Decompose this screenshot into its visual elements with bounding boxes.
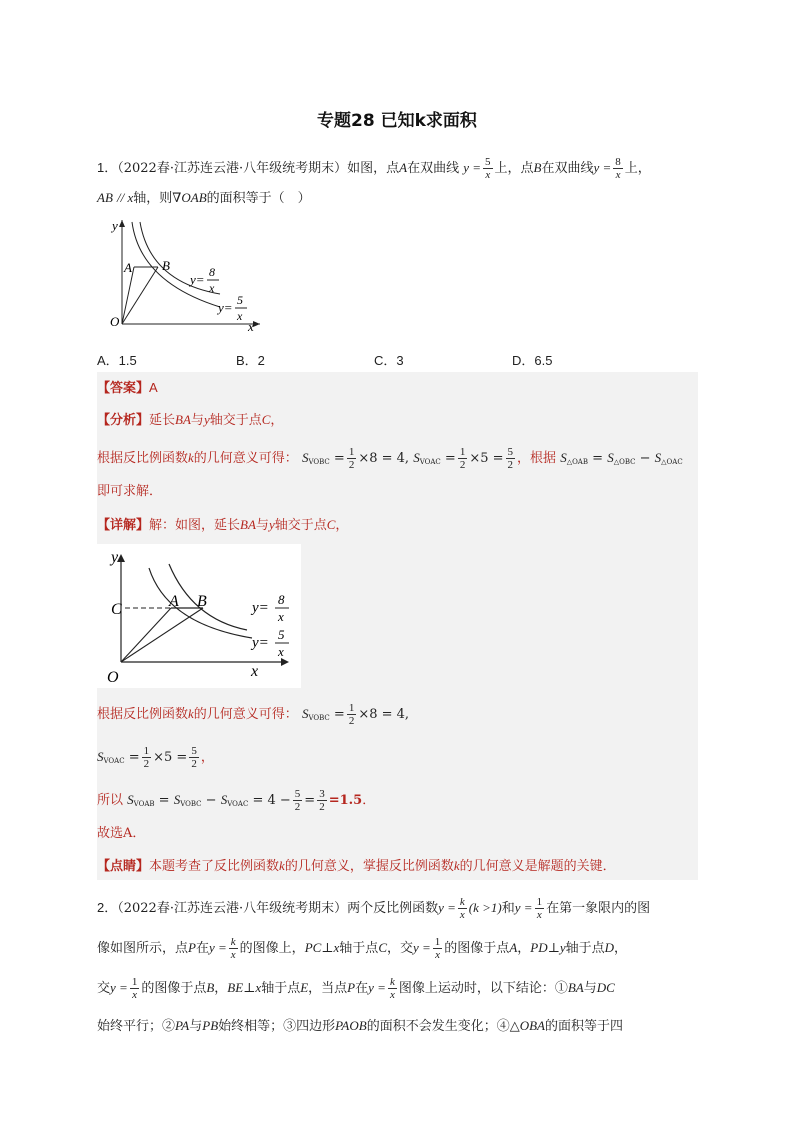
q2-number: 2． <box>97 900 118 915</box>
q1-source: （2022春·江苏连云港·八年级统考期末） <box>117 161 348 176</box>
fraction-five-halves: $\frac{5}{2}$ <box>294 788 301 813</box>
answer-value: A <box>149 380 158 395</box>
fraction-1-over-x: $\frac{1}{x}$ <box>536 896 543 921</box>
detail-line2: 根据反比例函数k的几何意义可得： $S_{VOBC}$ = $\frac{1}{2}$ ×8 = 4, <box>97 702 410 727</box>
q2-stem-line1: 2．（2022春·江苏连云港·八年级统考期末）两个反比例函数y = $\frac{k}{x}$ (k >1)和y = $\frac{1}{x}$ 在第一象限内的图 <box>97 896 651 921</box>
answer-line <box>97 378 158 399</box>
q1-number: 1． <box>97 160 118 175</box>
fraction-k-over-x: $\frac{k}{x}$ <box>459 896 465 921</box>
detail-label: 【详解】 <box>97 518 150 533</box>
label-x: x <box>248 319 254 334</box>
option-d: D．6.5 <box>512 353 553 368</box>
label-x: x <box>251 663 259 680</box>
parallel-x: // x <box>117 190 134 205</box>
eq8-num: 8 <box>209 265 215 279</box>
q2-stem-line3: 交y = $\frac{1}{x}$ 的图像于点B，BE⊥x轴于点E，当点P在y = $\frac{k}{x}$ 图像上运动时，以下结论：①BA与DC <box>97 976 615 1001</box>
curve-5-over-x <box>132 222 220 307</box>
point-b: B <box>533 160 542 175</box>
q1-figure <box>100 212 280 337</box>
segment-ab: AB <box>97 190 113 205</box>
eq5-den: x <box>278 644 284 659</box>
label-c: C <box>111 601 122 618</box>
fraction-8-over-x: $\frac{8}{x}$ <box>615 156 621 181</box>
label-b: B <box>197 593 207 610</box>
eq5-lhs: y= <box>218 300 233 315</box>
label-o: O <box>110 314 120 329</box>
fraction-five-halves: $\frac{5}{2}$ <box>507 446 514 471</box>
fraction-half: $\frac{1}{2}$ <box>348 446 355 471</box>
label-a: A <box>124 260 132 275</box>
q1-stem-line2 <box>97 188 311 209</box>
figure-background <box>97 544 301 688</box>
detail-line1: 【详解】解：如图，延长BA与y轴交于点C， <box>97 517 349 533</box>
triangle-oab: ∇OAB <box>172 190 207 205</box>
analysis-line2: 根据反比例函数k的几何意义可得： $S_{VOBC}$ = $\frac{1}{2}$ ×8 = 4, $S_{VOAC}$ = $\frac{1}{2}$ ×5 = $\frac{5}{2}$ ，根据 $S_{\triangle OAB} = S_{\triangle OBC} - S_{\triangle OAC}$ <box>97 446 683 471</box>
fraction-k-over-x: $\frac{k}{x}$ <box>230 936 236 961</box>
fraction-half: $\frac{1}{2}$ <box>143 745 150 770</box>
point-line: 【点睛】本题考查了反比例函数k的几何意义，掌握反比例函数k的几何意义是解题的关键． <box>97 858 616 874</box>
curve-8-over-x <box>140 222 220 294</box>
var-y: y = <box>463 160 482 175</box>
page-title: 专题28 已知k求面积 <box>317 111 477 131</box>
y-axis-arrow <box>119 220 125 227</box>
fraction-1-over-x: $\frac{1}{x}$ <box>434 936 441 961</box>
point-label: 【点睛】 <box>97 859 150 874</box>
q1-text: 在双曲线 <box>541 161 594 176</box>
analysis-label: 【分析】 <box>97 413 150 428</box>
fraction-1-over-x: $\frac{1}{x}$ <box>131 976 138 1001</box>
detail-line4: 所以 $S_{VOAB} = S_{VOBC} - S_{VOAC} = 4$ − $\frac{5}{2}$ = $\frac{3}{2}$ =1.5． <box>97 788 376 813</box>
label-y: y <box>112 218 118 233</box>
q1-text: 在双曲线 <box>407 161 460 176</box>
fraction-three-halves: $\frac{3}{2}$ <box>319 788 325 813</box>
q1-stem-line1 <box>97 156 651 181</box>
q1-text: 上， <box>624 161 651 176</box>
x-axis-arrow <box>253 321 260 327</box>
detail-line3: $S_{VOAC}$ = $\frac{1}{2}$ ×5 = $\frac{5}{2}$ ， <box>97 745 214 770</box>
eq8-num: 8 <box>278 592 285 607</box>
eq8-lhs: y= <box>252 600 269 616</box>
label-b: B <box>162 258 170 273</box>
q1-text: 如图，点 <box>347 161 400 176</box>
segment-ob <box>122 267 158 324</box>
eq5-den: x <box>237 309 243 323</box>
detail-line5: 故选A． <box>97 826 146 841</box>
fraction-5-over-x: $\frac{5}{x}$ <box>485 156 491 181</box>
segment-oa <box>122 267 134 324</box>
fraction-half: $\frac{1}{2}$ <box>348 702 355 727</box>
option-a: A．1.5 <box>97 353 137 368</box>
eq5-num: 5 <box>278 627 285 642</box>
q1-solution-figure <box>97 544 301 688</box>
eq8-lhs: y= <box>190 272 205 287</box>
label-y: y <box>111 549 119 566</box>
option-b: B．2 <box>236 353 265 368</box>
eq8-den: x <box>209 281 215 295</box>
label-a: A <box>169 593 179 610</box>
label-o: O <box>107 669 119 686</box>
q1-text: 的面积等于（ ） <box>206 191 311 206</box>
point-a: A <box>399 160 408 175</box>
eq5-num: 5 <box>237 293 243 307</box>
fraction-k-over-x: $\frac{k}{x}$ <box>389 976 395 1001</box>
analysis-line3: 即可求解． <box>97 484 163 499</box>
eq5-lhs: y= <box>252 635 269 651</box>
q2-stem-line2: 像如图所示，点P在y = $\frac{k}{x}$ 的图像上，PC⊥x轴于点C，交y = $\frac{1}{x}$ 的图像于点A，PD⊥y轴于点D， <box>97 936 628 961</box>
fraction-five-halves: $\frac{5}{2}$ <box>191 745 197 770</box>
q1-text: 轴，则 <box>133 191 173 206</box>
fraction-half: $\frac{1}{2}$ <box>459 446 466 471</box>
q1-text: 上，点 <box>494 161 534 176</box>
answer-label: 【答案】 <box>97 381 150 396</box>
q2-stem-line4: 始终平行；②PA与PB始终相等；③四边形PAOB的面积不会发生变化；④△OBA的面积等于四 <box>97 1018 624 1034</box>
analysis-line1: 【分析】延长BA与y轴交于点C， <box>97 412 284 428</box>
var-y: y = <box>593 160 612 175</box>
q2-source: （2022春·江苏连云港·八年级统考期末） <box>117 901 348 916</box>
eq8-den: x <box>278 609 284 624</box>
option-c: C．3 <box>374 353 404 368</box>
